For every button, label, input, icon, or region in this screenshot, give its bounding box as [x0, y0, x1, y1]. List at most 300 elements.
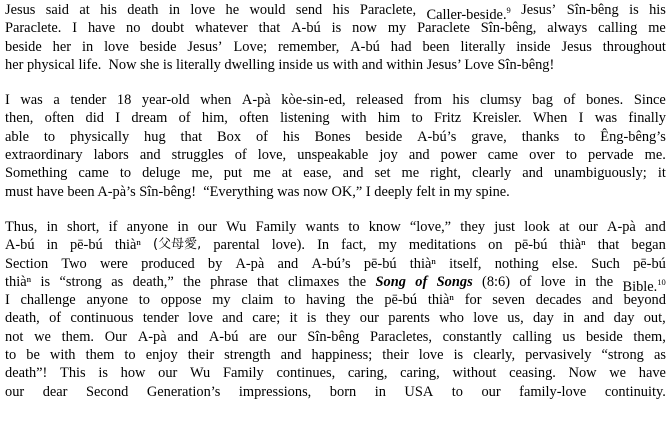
word: Thus,: [5, 218, 38, 235]
word: to: [451, 383, 463, 400]
word: Wu: [190, 365, 211, 382]
word: Kreisler.: [472, 110, 522, 127]
word: to: [411, 110, 423, 127]
word: dream: [131, 110, 168, 127]
word: to: [5, 347, 17, 364]
word: wants: [305, 218, 340, 235]
word: pervasively: [525, 347, 592, 364]
word: at: [559, 218, 570, 235]
word: impressions,: [238, 383, 312, 400]
word: in: [574, 273, 587, 290]
word: was: [20, 92, 43, 109]
word: else.: [551, 255, 578, 272]
word: and: [583, 310, 605, 327]
word: beside: [365, 128, 403, 145]
word: are: [249, 328, 267, 345]
word: my: [378, 237, 397, 254]
word: labors: [93, 147, 129, 164]
word: Our: [104, 328, 128, 345]
word: A-bú’s: [417, 128, 457, 145]
word: to: [284, 292, 296, 309]
word: love: [473, 310, 498, 327]
word: and: [342, 165, 364, 182]
word: as: [111, 273, 124, 290]
word: deluge: [142, 165, 181, 182]
line-text: her physical life. Now she is literally dwelling inside us with and within Jesus’ Love Sîn-bêng!: [5, 56, 555, 73]
word: of: [178, 110, 191, 127]
word: his: [649, 2, 666, 18]
word: Now: [568, 365, 597, 382]
word: clumsy: [479, 92, 522, 109]
word: Family: [255, 218, 297, 235]
word: throughout: [602, 38, 666, 55]
word: they: [460, 218, 486, 235]
word: finally: [628, 110, 666, 127]
word: death,”: [132, 273, 174, 290]
word: of: [563, 92, 576, 109]
word: A-pà: [235, 255, 265, 272]
word: Paraclete: [417, 20, 470, 37]
word: to: [138, 292, 150, 309]
word: love: [104, 38, 129, 55]
word: produced: [141, 255, 195, 272]
word: nothing: [494, 255, 539, 272]
word: his: [332, 2, 350, 18]
word: that: [257, 273, 279, 290]
word: phrase: [210, 273, 248, 290]
line: [5, 183, 666, 201]
word: thiàⁿ: [409, 255, 436, 272]
word: Sîn-bêng: [307, 328, 360, 345]
word: A-bú: [5, 237, 35, 254]
book-title: Song: [375, 273, 406, 290]
word: of: [519, 273, 532, 290]
word: pē-bú: [633, 255, 666, 272]
line: [5, 56, 666, 74]
word: A-bú: [208, 328, 239, 345]
word: This: [60, 365, 86, 382]
word: when: [200, 92, 232, 109]
word: without: [452, 365, 497, 382]
line: [5, 128, 666, 146]
word: love,: [257, 147, 287, 164]
footnote-marker: 9: [506, 5, 511, 15]
word: our: [481, 383, 501, 400]
word: A-pà: [607, 218, 636, 235]
word: is: [98, 365, 108, 382]
word: Paracletes,: [370, 328, 432, 345]
word: of: [234, 147, 247, 164]
word: now: [352, 20, 377, 37]
line: [5, 109, 666, 127]
word: Wu: [226, 218, 247, 235]
word: A-bú: [291, 20, 321, 37]
word: and: [222, 310, 243, 327]
word: continuity.: [604, 383, 666, 400]
word: pervade: [588, 147, 634, 164]
word: clearly: [472, 165, 512, 182]
word: parents: [388, 310, 430, 327]
word: A-bú: [350, 38, 380, 55]
word: our: [578, 218, 598, 235]
word: with: [340, 110, 367, 127]
line: [5, 218, 666, 236]
word: have: [638, 365, 666, 382]
word: I: [115, 110, 121, 127]
word: would: [249, 2, 286, 18]
word: tender: [70, 92, 107, 109]
word: on: [488, 237, 503, 254]
word: we: [34, 328, 51, 345]
word: born: [329, 383, 357, 400]
word: the: [348, 273, 367, 290]
word: if: [108, 218, 118, 235]
word: inside: [516, 38, 551, 55]
word: enjoy: [145, 347, 178, 364]
word: family-love: [519, 383, 587, 400]
word: dear: [42, 383, 68, 400]
word: joy: [379, 147, 398, 164]
word: have: [87, 20, 116, 37]
word: from: [413, 92, 442, 109]
word: remember,: [278, 38, 340, 55]
line: [5, 346, 666, 364]
footnote-marker: 10: [657, 276, 666, 287]
word: just: [494, 218, 516, 235]
word: When: [532, 110, 568, 127]
word: oppose: [160, 292, 202, 309]
word: were: [99, 255, 128, 272]
word: that: [597, 237, 620, 254]
word: anyone: [126, 218, 169, 235]
word: came: [487, 147, 519, 164]
word: continues,: [276, 365, 336, 382]
word: to: [124, 347, 136, 364]
word: Love;: [233, 38, 268, 55]
word: me: [401, 165, 420, 182]
word: itself,: [449, 255, 482, 272]
word: caring,: [347, 365, 388, 382]
word: happiness;: [311, 347, 373, 364]
word: is: [40, 273, 51, 290]
word: struggles: [171, 147, 224, 164]
word: Bible.10: [622, 273, 665, 291]
word: USA: [404, 383, 434, 400]
word: love: [418, 347, 444, 364]
word: know: [368, 218, 401, 235]
word: thiàⁿ: [114, 237, 141, 254]
word: Two: [61, 255, 87, 272]
word: extraordinary: [5, 147, 83, 164]
word: is: [453, 347, 464, 364]
word: Sîn-bêng,: [480, 20, 537, 37]
word: thiàⁿ: [559, 237, 586, 254]
word: thiàⁿ: [5, 273, 32, 290]
word: in: [563, 310, 575, 327]
word: us,: [507, 310, 524, 327]
paragraph-3: [5, 218, 666, 401]
word: look: [524, 218, 550, 235]
word: Caller-beside.9: [427, 1, 511, 19]
word: climaxes: [288, 273, 340, 290]
word: set: [374, 165, 391, 182]
word: bag: [532, 92, 553, 109]
word: his: [452, 92, 470, 109]
word: A-pà: [241, 92, 271, 109]
word: me.: [644, 147, 666, 164]
line: [5, 328, 666, 346]
word: bones.: [586, 92, 624, 109]
word: them.: [61, 328, 94, 345]
word: love).: [271, 237, 305, 254]
line: [5, 255, 666, 273]
word: right,: [430, 165, 461, 182]
word: day: [613, 310, 635, 327]
word: able: [5, 128, 29, 145]
word: fact,: [341, 237, 367, 254]
word: hug: [144, 128, 166, 145]
word: in: [177, 218, 189, 235]
word: anyone: [86, 292, 128, 309]
line: [5, 309, 666, 327]
word: to: [348, 218, 360, 235]
word: Jesus: [5, 2, 36, 18]
word: whatever: [195, 20, 248, 37]
word: not: [5, 328, 24, 345]
word: their: [382, 347, 409, 364]
word: Since: [633, 92, 666, 109]
line: [5, 146, 666, 164]
word: it: [657, 165, 666, 182]
word: beside: [139, 38, 177, 55]
word: having: [306, 292, 346, 309]
word: our: [359, 310, 379, 327]
word: out,: [643, 310, 666, 327]
line: [5, 38, 666, 56]
line: [5, 164, 666, 182]
word: be: [26, 347, 40, 364]
word: was: [594, 110, 618, 127]
word: unspeakable: [297, 147, 369, 164]
word: Bones: [314, 128, 351, 145]
word: “love,”: [409, 218, 452, 235]
book-title: Songs: [436, 273, 473, 290]
word: short,: [67, 218, 100, 235]
word: to: [565, 147, 577, 164]
word: I: [5, 92, 10, 109]
word: in: [46, 218, 58, 235]
word: caring,: [400, 365, 440, 382]
word: care;: [252, 310, 281, 327]
word: our: [5, 383, 25, 400]
word: often: [44, 110, 75, 127]
word: our: [158, 365, 178, 382]
word: and: [280, 347, 302, 364]
word: thiàⁿ: [427, 292, 454, 309]
word: Jesus’: [187, 38, 223, 55]
word: Paraclete.: [5, 20, 62, 37]
word: beside: [585, 328, 623, 345]
word: strength: [224, 347, 271, 364]
word: Family: [222, 365, 264, 382]
word: the: [183, 273, 201, 290]
word: my: [212, 292, 231, 309]
word: over: [529, 147, 555, 164]
word: in: [168, 2, 181, 18]
line: [5, 364, 666, 382]
word: 18: [116, 92, 132, 109]
line: [5, 273, 666, 295]
word: with: [49, 347, 76, 364]
word: doubt: [151, 20, 185, 37]
word: love: [190, 2, 216, 18]
word: been: [422, 38, 450, 55]
word: pē-bú: [384, 292, 418, 309]
word: him,: [201, 110, 228, 127]
word: a: [53, 92, 60, 109]
word: and: [408, 147, 430, 164]
word: our: [277, 328, 297, 345]
word: death”!: [5, 365, 48, 382]
word: and: [522, 165, 543, 182]
word: for: [464, 292, 482, 309]
word: is: [306, 310, 317, 327]
line: [5, 291, 666, 309]
word: meditations: [408, 237, 477, 254]
word: we: [609, 365, 627, 382]
word: pē-bú: [514, 237, 548, 254]
word: Second: [85, 383, 129, 400]
word: it: [289, 310, 298, 327]
word: calling: [598, 20, 638, 37]
line: [5, 91, 666, 109]
word: beyond: [623, 292, 666, 309]
word: then,: [5, 110, 34, 127]
word: Something: [5, 165, 68, 182]
word: beside: [5, 38, 42, 55]
word: often: [239, 110, 269, 127]
word: calling: [512, 328, 552, 345]
word: and: [277, 255, 299, 272]
word: tender: [142, 310, 179, 327]
word: put: [223, 165, 243, 182]
word: who: [439, 310, 464, 327]
word: I: [578, 110, 584, 127]
word: of: [255, 128, 268, 145]
word: his: [282, 128, 300, 145]
word: I: [72, 20, 78, 37]
word: in: [81, 38, 94, 55]
word: A-bú’s: [311, 255, 351, 272]
word: clearly,: [473, 347, 516, 364]
word: us: [562, 328, 576, 345]
word: is: [629, 2, 639, 18]
word: Jesus’: [521, 2, 557, 18]
word: love: [540, 273, 566, 290]
word: physically: [69, 128, 130, 145]
word: as: [653, 347, 666, 364]
line-text: must have been A-pà’s Sîn-bêng! “Everything was now OK,” I deeply felt in my spine.: [5, 183, 510, 200]
word: to: [119, 165, 132, 182]
word: in: [46, 237, 58, 254]
word: power: [440, 147, 477, 164]
word: her: [52, 38, 72, 55]
line: [5, 1, 666, 23]
word: Section: [5, 255, 49, 272]
word: (8:6): [482, 273, 511, 290]
word: unambiguously;: [554, 165, 647, 182]
word: literally: [460, 38, 506, 55]
word: me,: [191, 165, 213, 182]
word: and: [592, 292, 613, 309]
word: always: [547, 20, 588, 37]
chinese-text: (父母愛,: [153, 237, 202, 253]
word: “strong: [59, 273, 102, 290]
word: that: [180, 128, 203, 145]
word: love: [188, 310, 213, 327]
word: them,: [633, 328, 666, 345]
word: I: [5, 292, 10, 309]
word: Fritz: [434, 110, 462, 127]
word: ceasing.: [509, 365, 556, 382]
word: A-pà: [137, 328, 167, 345]
word: Box: [217, 128, 242, 145]
word: of: [49, 310, 62, 327]
word: said: [45, 2, 69, 18]
word: thanks: [521, 128, 560, 145]
word: Êng-bêng’s: [600, 128, 666, 145]
word: Generation’s: [146, 383, 221, 400]
line: [5, 236, 666, 254]
word: our: [197, 218, 217, 235]
word: Paraclete,: [359, 2, 417, 18]
word: claim: [241, 292, 274, 309]
word: them: [85, 347, 115, 364]
word: Jesus: [561, 38, 592, 55]
word: me: [648, 20, 666, 37]
word: Such: [591, 255, 620, 272]
word: pē-bú: [363, 255, 397, 272]
word: listening: [280, 110, 330, 127]
word: “strong: [601, 347, 644, 364]
word: constantly: [442, 328, 502, 345]
word: grave,: [471, 128, 507, 145]
word: did: [85, 110, 104, 127]
word: In: [317, 237, 330, 254]
word: to: [574, 128, 586, 145]
word: in: [374, 383, 386, 400]
paragraph-1: [5, 1, 666, 74]
word: began: [631, 237, 666, 254]
word: how: [120, 365, 146, 382]
word: he: [225, 2, 240, 18]
word: decades: [535, 292, 582, 309]
word: that: [258, 20, 281, 37]
book-title: of: [415, 273, 428, 290]
word: year-old: [141, 92, 190, 109]
word: came: [78, 165, 109, 182]
word: challenge: [20, 292, 76, 309]
word: kòe-sin-ed,: [281, 92, 346, 109]
word: to: [43, 128, 56, 145]
word: me: [253, 165, 271, 182]
word: at: [79, 2, 90, 18]
word: him: [377, 110, 401, 127]
word: death,: [5, 310, 40, 327]
word: the: [595, 273, 614, 290]
word: and: [177, 328, 199, 345]
word: and: [645, 218, 666, 235]
